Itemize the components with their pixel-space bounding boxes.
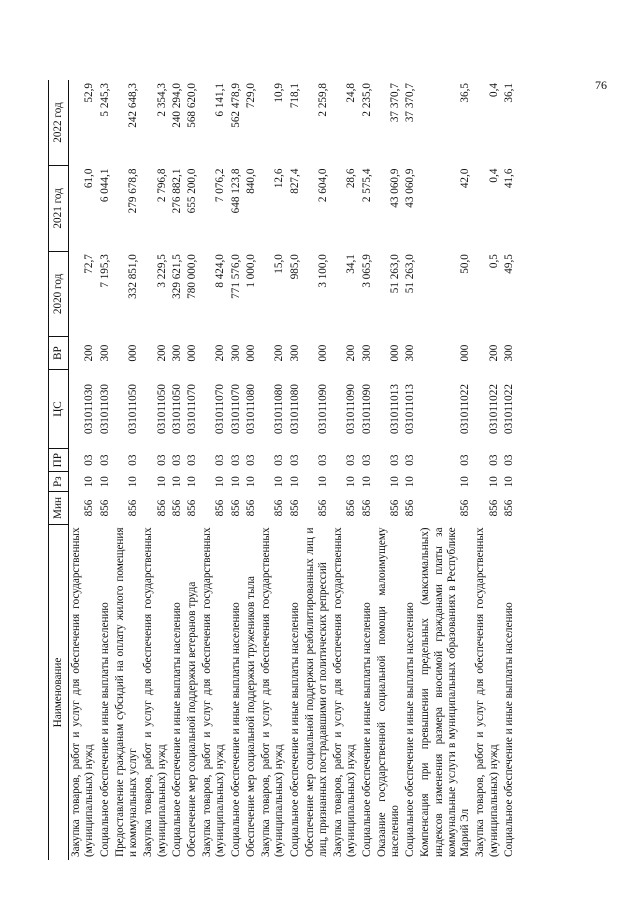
table-row	[259, 80, 287, 860]
row-rz: 10	[98, 476, 111, 488]
row-value-2022: 24,8	[345, 83, 358, 103]
row-vr: 000	[316, 344, 329, 362]
table-row	[170, 80, 185, 860]
row-min: 856	[316, 499, 329, 517]
row-min: 856	[98, 499, 111, 517]
table-row	[418, 80, 473, 860]
row-cs: 031011090	[360, 384, 373, 434]
budget-table	[48, 80, 517, 860]
row-pr: 03	[83, 454, 96, 466]
row-cs: 031011050	[155, 384, 168, 434]
row-value-2020: 51 263,0	[404, 254, 417, 294]
row-value-2022: 36,1	[502, 83, 515, 103]
row-vr: 000	[185, 344, 198, 362]
row-min: 856	[214, 499, 227, 517]
row-value-2022: 37 370,7	[404, 83, 417, 123]
header-min: Мин	[49, 492, 69, 525]
row-min: 856	[244, 499, 257, 517]
row-cs: 031011090	[345, 384, 358, 434]
row-pr: 03	[345, 454, 358, 466]
row-rz: 10	[185, 476, 198, 488]
row-value-2020: 329 621,5	[170, 254, 183, 299]
row-vr: 000	[244, 344, 257, 362]
table-body	[69, 80, 517, 860]
row-name: Компенсация при превышении предельных (максимальных) индексов изменения размера вносимой гражданами платы за коммунальные услуги в муниципальных образованиях в Республике Марий Эл	[419, 527, 472, 857]
table-row	[360, 80, 375, 860]
row-vr: 200	[345, 344, 358, 362]
row-rz: 10	[502, 476, 515, 488]
row-name: Социальное обеспечение и иные выплаты населению	[98, 602, 111, 857]
row-min: 856	[404, 499, 417, 517]
row-value-2020: 51 263,0	[389, 254, 402, 294]
row-rz: 10	[229, 476, 242, 488]
row-cs: 031011070	[185, 384, 198, 434]
row-min: 856	[185, 499, 198, 517]
row-rz: 10	[360, 476, 373, 488]
table-row	[375, 80, 403, 860]
header-pr: ПР	[49, 448, 69, 471]
row-name: Обеспечение мер социальной поддержки ветеранов труда	[185, 581, 198, 857]
table-row	[473, 80, 501, 860]
row-cs: 031011080	[244, 384, 257, 434]
row-value-2022: 729,0	[244, 83, 257, 109]
row-min: 856	[487, 499, 500, 517]
row-value-2021: 6 044,1	[98, 168, 111, 203]
row-pr: 03	[459, 454, 472, 466]
row-cs: 031011070	[229, 384, 242, 434]
row-cs: 031011030	[83, 384, 96, 434]
row-value-2021: 279 678,8	[127, 168, 140, 214]
row-cs: 031011080	[273, 384, 286, 434]
row-value-2021: 12,6	[273, 168, 286, 189]
row-cs: 031011080	[288, 384, 301, 434]
row-cs: 031011090	[316, 384, 329, 434]
row-value-2020: 15,0	[273, 254, 286, 274]
row-min: 856	[83, 499, 96, 517]
row-min: 856	[273, 499, 286, 517]
row-pr: 03	[244, 454, 257, 466]
row-value-2022: 6 141,1	[214, 83, 227, 117]
row-value-2020: 3 065,9	[360, 254, 373, 288]
row-value-2020: 332 851,0	[127, 254, 140, 299]
row-min: 856	[502, 499, 515, 517]
row-value-2022: 0,4	[487, 83, 500, 97]
row-min: 856	[459, 499, 472, 517]
row-value-2022: 37 370,7	[389, 83, 402, 123]
row-value-2022: 568 620,0	[185, 83, 198, 128]
row-name: Социальное обеспечение и иные выплаты населению	[229, 602, 242, 857]
row-rz: 10	[155, 476, 168, 488]
row-value-2022: 242 648,3	[127, 83, 140, 128]
row-pr: 03	[98, 454, 111, 466]
row-value-2022: 2 354,3	[155, 83, 168, 117]
row-pr: 03	[288, 454, 301, 466]
row-value-2021: 42,0	[459, 168, 472, 189]
row-pr: 03	[389, 454, 402, 466]
row-name: Закупка товаров, работ и услуг для обеспечения государственных (муниципальных) нужд	[70, 527, 96, 857]
row-name: Обеспечение мер социальной поддержки тружеников тыла	[244, 575, 257, 857]
table-row	[244, 80, 259, 860]
table-row	[229, 80, 244, 860]
row-rz: 10	[459, 476, 472, 488]
row-value-2020: 1 000,0	[244, 254, 257, 288]
row-name: Закупка товаров, работ и услуг для обеспечения государственных (муниципальных) нужд	[142, 527, 168, 857]
row-value-2021: 43 060,9	[404, 168, 417, 208]
row-value-2022: 52,9	[83, 83, 96, 103]
table-row	[200, 80, 228, 860]
table-row	[303, 80, 331, 860]
header-2020: 2020 год	[49, 251, 69, 337]
row-name: Социальное обеспечение и иные выплаты населению	[360, 602, 373, 857]
row-cs: 031011050	[127, 384, 140, 434]
row-rz: 10	[288, 476, 301, 488]
row-value-2022: 2 235,0	[360, 83, 373, 117]
row-vr: 200	[155, 344, 168, 362]
row-value-2021: 648 123,8	[229, 168, 242, 214]
row-value-2021: 61,0	[83, 168, 96, 189]
row-pr: 03	[360, 454, 373, 466]
row-pr: 03	[229, 454, 242, 466]
table-row	[141, 80, 169, 860]
row-value-2020: 7 195,3	[98, 254, 111, 288]
row-vr: 300	[229, 344, 242, 362]
header-name: Наименование	[49, 524, 69, 860]
row-value-2020: 34,1	[345, 254, 358, 274]
row-rz: 10	[244, 476, 257, 488]
header-vr: ВР	[49, 337, 69, 370]
row-value-2021: 43 060,9	[389, 168, 402, 208]
row-pr: 03	[502, 454, 515, 466]
row-value-2020: 8 424,0	[214, 254, 227, 288]
row-cs: 031011022	[502, 384, 515, 434]
row-name: Предоставление гражданам субсидий на оплату жилого помещения и коммунальных услуг	[113, 527, 140, 857]
row-value-2021: 28,6	[345, 168, 358, 189]
row-pr: 03	[214, 454, 227, 466]
row-value-2022: 36,5	[459, 83, 472, 103]
row-value-2021: 0,4	[487, 168, 500, 183]
row-cs: 031011070	[214, 384, 227, 434]
row-vr: 300	[404, 344, 417, 362]
row-pr: 03	[155, 454, 168, 466]
row-min: 856	[389, 499, 402, 517]
row-rz: 10	[316, 476, 329, 488]
row-rz: 10	[389, 476, 402, 488]
row-value-2020: 49,5	[502, 254, 515, 274]
row-vr: 300	[502, 344, 515, 362]
row-value-2020: 50,0	[459, 254, 472, 274]
row-rz: 10	[273, 476, 286, 488]
header-2021: 2021 год	[49, 166, 69, 252]
row-vr: 000	[127, 344, 140, 362]
table-row	[185, 80, 200, 860]
table-row	[69, 80, 98, 860]
row-value-2021: 7 076,2	[214, 168, 227, 203]
row-pr: 03	[185, 454, 198, 466]
row-name: Социальное обеспечение и иные выплаты населению	[502, 602, 515, 857]
row-rz: 10	[487, 476, 500, 488]
row-cs: 031011022	[487, 384, 500, 434]
row-value-2021: 655 200,0	[185, 168, 198, 214]
row-value-2022: 240 294,0	[170, 83, 183, 128]
row-value-2021: 41,6	[502, 168, 515, 189]
table-row	[331, 80, 359, 860]
row-vr: 200	[83, 344, 96, 362]
row-name: Социальное обеспечение и иные выплаты населению	[170, 602, 183, 857]
row-min: 856	[127, 499, 140, 517]
row-value-2021: 2 796,8	[155, 168, 168, 203]
row-rz: 10	[214, 476, 227, 488]
row-value-2022: 5 245,3	[98, 83, 111, 117]
row-pr: 03	[273, 454, 286, 466]
row-name: Закупка товаров, работ и услуг для обеспечения государственных (муниципальных) нужд	[260, 527, 286, 857]
row-min: 856	[345, 499, 358, 517]
row-min: 856	[155, 499, 168, 517]
row-name: Закупка товаров, работ и услуг для обеспечения государственных (муниципальных) нужд	[474, 527, 500, 857]
row-cs: 031011013	[404, 384, 417, 434]
rotated-table-container	[48, 80, 568, 860]
row-vr: 300	[98, 344, 111, 362]
table-row	[502, 80, 517, 860]
row-min: 856	[229, 499, 242, 517]
row-cs: 031011030	[98, 384, 111, 434]
row-pr: 03	[127, 454, 140, 466]
row-min: 856	[288, 499, 301, 517]
row-rz: 10	[127, 476, 140, 488]
row-rz: 10	[345, 476, 358, 488]
row-value-2022: 2 259,8	[316, 83, 329, 117]
row-cs: 031011022	[459, 384, 472, 434]
header-rz: Рз	[49, 472, 69, 492]
row-vr: 000	[389, 344, 402, 362]
row-value-2022: 562 478,9	[229, 83, 242, 128]
table-row	[98, 80, 113, 860]
row-value-2020: 771 576,0	[229, 254, 242, 299]
row-vr: 200	[273, 344, 286, 362]
row-pr: 03	[170, 454, 183, 466]
row-value-2021: 276 882,1	[170, 168, 183, 214]
row-vr: 300	[170, 344, 183, 362]
row-value-2022: 10,9	[273, 83, 286, 103]
row-vr: 000	[459, 344, 472, 362]
row-rz: 10	[404, 476, 417, 488]
row-pr: 03	[316, 454, 329, 466]
row-name: Социальное обеспечение и иные выплаты населению	[404, 602, 417, 857]
row-vr: 200	[487, 344, 500, 362]
row-value-2021: 2 604,0	[316, 168, 329, 203]
table-header-row	[49, 80, 69, 860]
row-pr: 03	[487, 454, 500, 466]
row-value-2020: 780 000,0	[185, 254, 198, 299]
row-value-2020: 3 229,5	[155, 254, 168, 288]
row-name: Оказание государственной социальной помощи малоимущему населению	[375, 527, 402, 857]
header-2022: 2022 год	[49, 80, 69, 166]
row-rz: 10	[170, 476, 183, 488]
row-value-2021: 2 575,4	[360, 168, 373, 203]
row-vr: 200	[214, 344, 227, 362]
row-value-2021: 840,0	[244, 168, 257, 194]
row-name: Закупка товаров, работ и услуг для обеспечения государственных (муниципальных) нужд	[201, 527, 227, 857]
header-cs: ЦС	[49, 370, 69, 449]
row-name: Социальное обеспечение и иные выплаты населению	[288, 602, 301, 857]
row-min: 856	[360, 499, 373, 517]
row-rz: 10	[83, 476, 96, 488]
row-value-2021: 827,4	[288, 168, 301, 194]
row-name: Закупка товаров, работ и услуг для обеспечения государственных (муниципальных) нужд	[332, 527, 358, 857]
table-row	[403, 80, 418, 860]
row-value-2020: 3 100,0	[316, 254, 329, 288]
table-row	[288, 80, 303, 860]
row-vr: 300	[360, 344, 373, 362]
row-pr: 03	[404, 454, 417, 466]
row-value-2020: 985,0	[288, 254, 301, 280]
table-row	[113, 80, 141, 860]
row-value-2022: 718,1	[288, 83, 301, 109]
row-cs: 031011013	[389, 384, 402, 434]
page-number: 76	[595, 78, 607, 92]
row-min: 856	[170, 499, 183, 517]
row-value-2020: 0,5	[487, 254, 500, 269]
row-value-2020: 72,7	[83, 254, 96, 274]
row-vr: 300	[288, 344, 301, 362]
row-name: Обеспечение мер социальной поддержки реабилитированных лиц и лиц, признанных пострадавшими от политических репрессий	[303, 527, 329, 857]
row-cs: 031011050	[170, 384, 183, 434]
